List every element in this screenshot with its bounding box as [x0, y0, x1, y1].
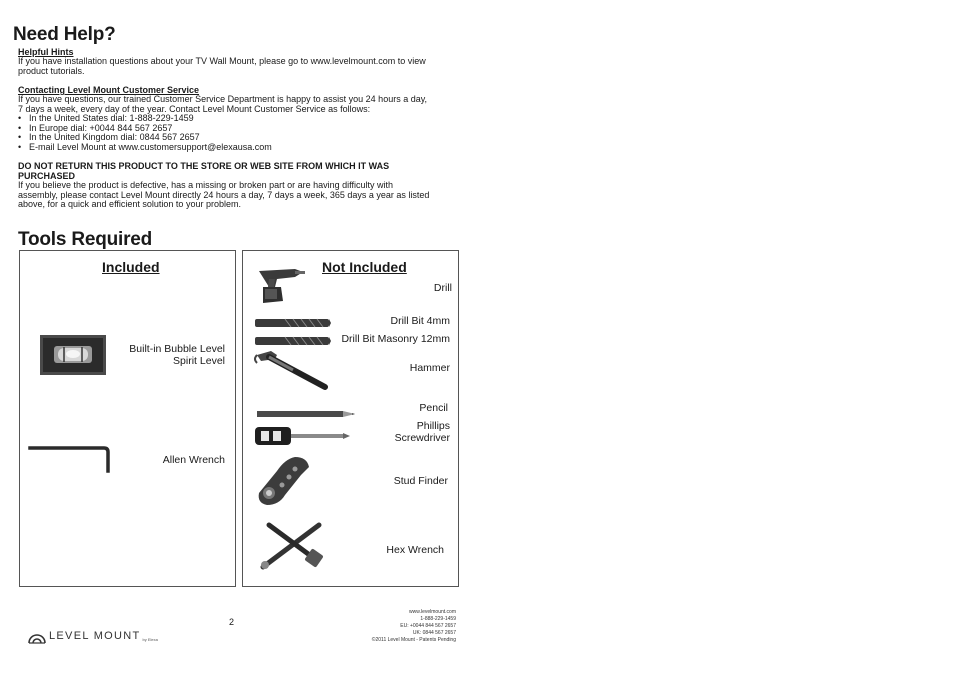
logo-sub-text: by Elexa — [142, 636, 158, 642]
contact-uk-phone: • In the United Kingdom dial: 0844 567 2657 — [18, 133, 468, 143]
helpful-hints-section — [18, 47, 468, 76]
defect-text-line-1: If you believe the product is defective, has a missing or broken part or are having difficulty with — [18, 180, 394, 191]
hex-wrench-image — [259, 519, 327, 573]
contact-section — [18, 85, 468, 153]
contact-text-line-2: 7 days a week, every day of the year. Contact Level Mount Customer Service as follows: — [18, 103, 371, 114]
included-box — [19, 250, 236, 587]
bubble-level-image — [40, 335, 106, 375]
allen-wrench-label: Allen Wrench — [162, 454, 225, 466]
included-heading: Included — [102, 259, 160, 275]
hammer-label: Hammer — [409, 362, 450, 374]
phillips-screwdriver-label — [395, 421, 450, 444]
stud-finder-label: Stud Finder — [393, 475, 448, 487]
phillips-label-line-2: Screwdriver — [394, 431, 450, 444]
bubble-level-label-line-2: Spirit Level — [173, 354, 225, 367]
footer-copyright: ©2011 Level Mount - Patents Pending — [371, 637, 456, 643]
bubble-level-label — [129, 344, 225, 367]
not-included-heading: Not Included — [322, 259, 407, 275]
drill-image — [255, 265, 307, 307]
warning-line-1: DO NOT RETURN THIS PRODUCT TO THE STORE OR WEB SITE FROM WHICH IT WAS — [18, 161, 390, 171]
hints-text-line-2: product tutorials. — [18, 65, 85, 76]
defect-text-line-3: above, for a quick and efficient solution to your problem. — [18, 199, 241, 210]
need-help-title: Need Help? — [13, 24, 116, 45]
hints-text-line-1: If you have installation questions about your TV Wall Mount, please go to www.levelmount.com to view — [18, 56, 426, 66]
footer-uk-phone: UK: 0844 567 2657 — [412, 630, 456, 636]
drill-label: Drill — [433, 282, 452, 294]
bubble-level-label-line-1: Built-in Bubble Level — [129, 343, 225, 355]
contact-email: • E-mail Level Mount at www.customersupport@elexausa.com — [18, 143, 468, 153]
not-included-box — [242, 250, 459, 587]
phillips-label-line-1: Phillips — [416, 420, 450, 432]
contact-eu-phone: • In Europe dial: +0044 844 567 2657 — [18, 124, 468, 134]
hex-wrench-label: Hex Wrench — [386, 544, 444, 556]
helpful-hints-heading: Helpful Hints — [18, 47, 74, 57]
footer-eu-phone: EU: +0044 844 567 2657 — [400, 623, 456, 629]
allen-wrench-image — [28, 444, 112, 474]
drill-bit-4mm-image — [255, 315, 331, 325]
footer-us-phone: 1-888-229-1459 — [420, 616, 456, 622]
drill-bit-12mm-label: Drill Bit Masonry 12mm — [341, 333, 450, 345]
return-warning-section — [18, 162, 468, 210]
footer-website: www.levelmount.com — [409, 609, 456, 615]
drill-bit-4mm-label: Drill Bit 4mm — [390, 315, 450, 327]
tools-required-title: Tools Required — [18, 229, 153, 250]
stud-finder-image — [255, 455, 315, 507]
contact-list — [18, 114, 468, 152]
footer-contact-block — [296, 609, 456, 644]
contact-text-line-1: If you have questions, our trained Customer Service Department is happy to assist you 24 hours a day, — [18, 94, 428, 104]
level-mount-logo — [28, 630, 158, 642]
contact-heading: Contacting Level Mount Customer Service — [18, 85, 200, 95]
drill-bit-12mm-image — [255, 333, 331, 343]
contact-us-phone: • In the United States dial: 1-888-229-1459 — [18, 114, 468, 124]
page-number: 2 — [229, 617, 235, 627]
warning-line-2: PURCHASED — [18, 170, 76, 181]
defect-text-line-2: assembly, please contact Level Mount directly 24 hours a day, 7 days a week, 365 days a year as listed — [18, 189, 430, 200]
pencil-label: Pencil — [419, 402, 448, 414]
phillips-screwdriver-image — [255, 425, 351, 447]
logo-text: LEVEL MOUNT — [49, 630, 141, 642]
logo-mark-icon — [28, 631, 46, 642]
pencil-image — [257, 405, 357, 413]
hammer-image — [253, 349, 329, 393]
